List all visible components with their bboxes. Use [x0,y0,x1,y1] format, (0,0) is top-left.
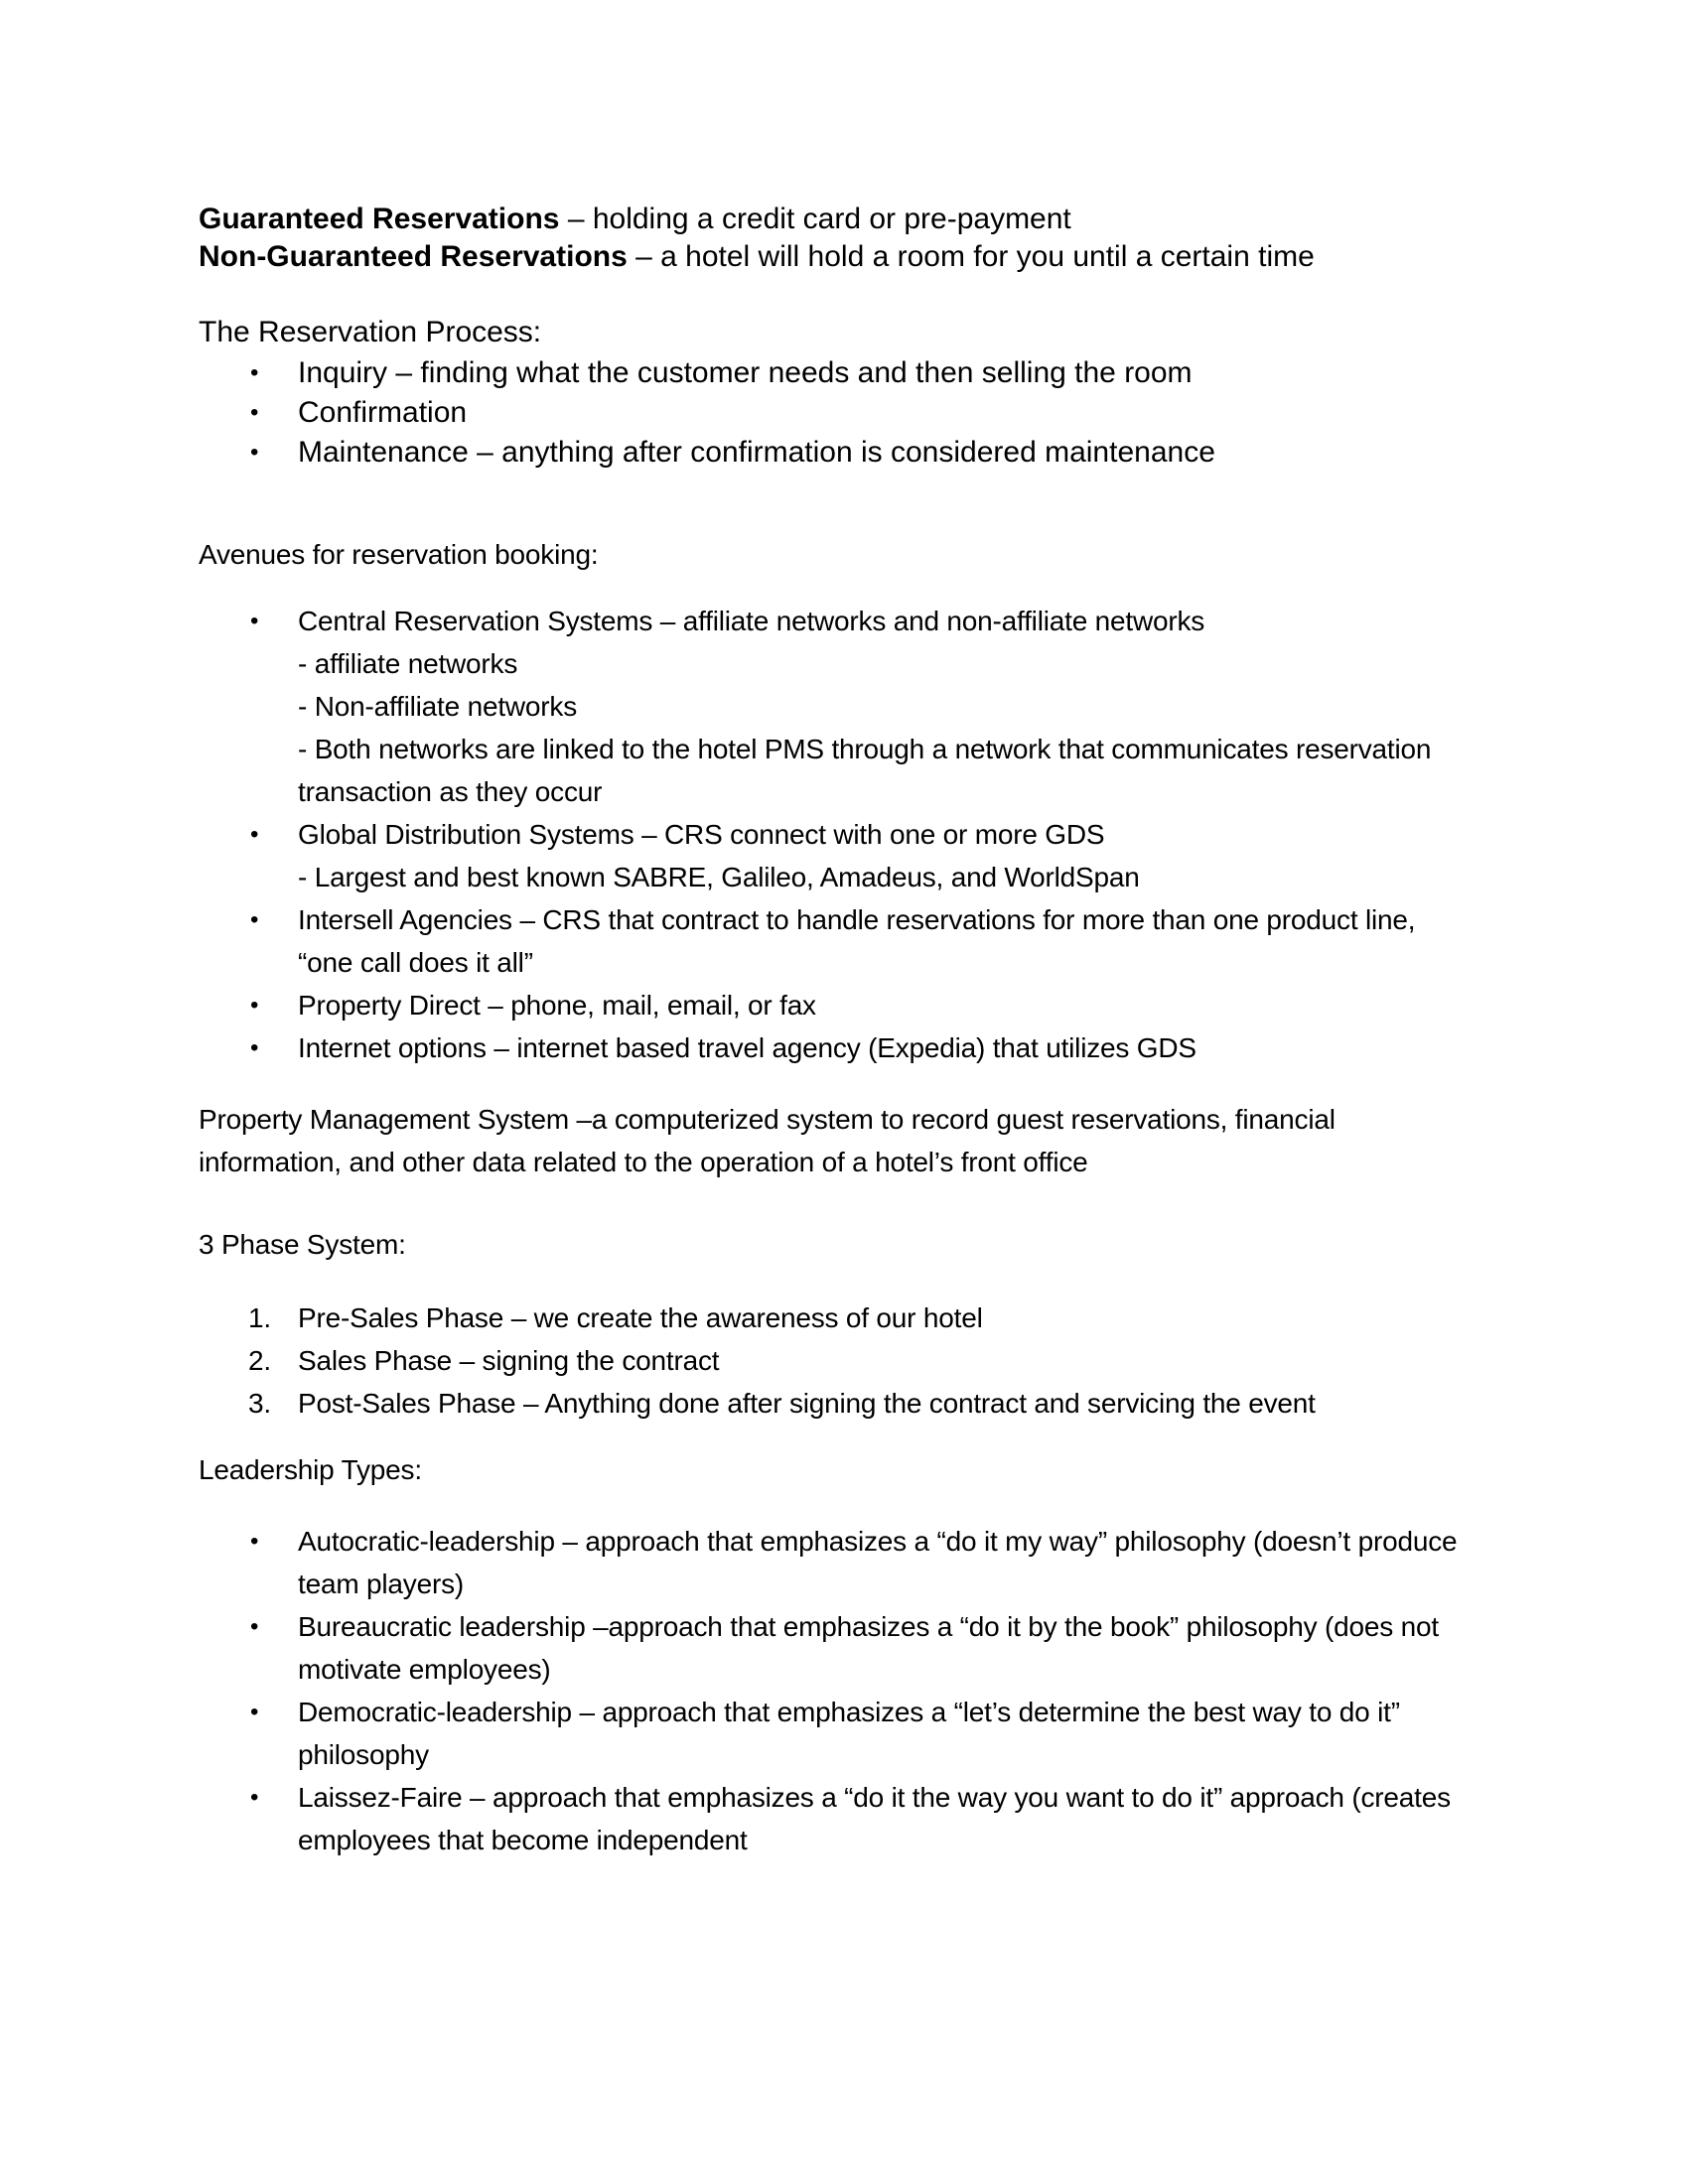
bullet-icon: • [250,992,259,1019]
list-item [199,1691,1549,1733]
term-bold: Guaranteed Reservations [199,203,560,235]
list-item-text: Global Distribution Systems – CRS connect with one or more GDS [298,819,1105,850]
list-item-text: Maintenance – anything after confirmation is considered maintenance [298,436,1215,469]
list-item [199,1776,1549,1819]
list-item [199,353,1549,393]
bullet-icon: • [250,1699,259,1725]
list-item-text: Sales Phase – signing the contract [298,1345,720,1376]
bullet-icon: • [250,359,259,386]
section-heading: Avenues for reservation booking: [199,539,599,570]
bullet-icon: • [250,906,259,933]
section-heading: The Reservation Process: [199,316,542,348]
section-heading: Leadership Types: [199,1454,422,1485]
list-item-continuation [199,941,1549,984]
list-item-text: Laissez-Faire – approach that emphasizes a “do it the way you want to do it” approach (creates [298,1782,1451,1813]
list-item-continuation [199,1819,1549,1861]
list-number: 1. [248,1302,271,1333]
list-item-text: team players) [298,1569,465,1599]
term-definition: – a hotel will hold a room for you until a certain time [627,240,1315,273]
list-item-text: “one call does it all” [298,947,533,978]
list-item-subline [199,685,1549,728]
list-number: 3. [248,1388,271,1419]
list-item-text: Pre-Sales Phase – we create the awareness of our hotel [298,1302,983,1333]
text-line: Property Management System –a computerized system to record guest reservations, financial [199,1104,1336,1135]
list-item [199,813,1549,856]
section-heading: 3 Phase System: [199,1229,406,1260]
list-item-subline [199,642,1549,685]
list-item-text: transaction as they occur [298,776,603,807]
list-item-text: Confirmation [298,396,468,429]
list-item-text: Central Reservation Systems – affiliate networks and non-affiliate networks [298,606,1205,636]
list-item-text: employees that become independent [298,1825,748,1855]
list-item [199,984,1549,1026]
bullet-icon: • [250,439,259,466]
list-number: 2. [248,1345,271,1376]
text-line [199,201,1549,238]
list-item-text: - Largest and best known SABRE, Galileo, Amadeus, and WorldSpan [298,862,1140,892]
list-item [199,1520,1549,1563]
leadership-list [199,1520,1549,1861]
list-item-continuation [199,1648,1549,1691]
list-item-text: motivate employees) [298,1654,551,1685]
list-item-continuation [199,1563,1549,1605]
list-item-text: Democratic-leadership – approach that emphasizes a “let’s determine the best way to do it” [298,1697,1400,1727]
numbered-item [199,1382,1549,1425]
list-item [199,898,1549,941]
list-item-text: Autocratic-leadership – approach that emphasizes a “do it my way” philosophy (doesn’t produce [298,1526,1458,1557]
text-line: information, and other data related to the operation of a hotel’s front office [199,1147,1088,1177]
list-item-text: Intersell Agencies – CRS that contract to handle reservations for more than one product line, [298,904,1416,935]
list-item [199,1605,1549,1648]
list-item-text: Inquiry – finding what the customer needs and then selling the room [298,356,1193,389]
bullet-icon: • [250,1784,259,1811]
list-item-subline [199,856,1549,898]
list-item [199,600,1549,642]
bullet-icon: • [250,1528,259,1555]
bullet-icon: • [250,1613,259,1640]
list-item [199,1026,1549,1069]
list-item-text: - Non-affiliate networks [298,691,578,722]
list-item [199,433,1549,473]
numbered-item [199,1339,1549,1382]
term-bold: Non-Guaranteed Reservations [199,240,628,273]
bullet-icon: • [250,399,259,426]
pms-paragraph [199,1098,1549,1183]
phase-system-list [199,1297,1549,1425]
bullet-icon: • [250,1034,259,1061]
numbered-item [199,1297,1549,1339]
list-item-text: Internet options – internet based travel agency (Expedia) that utilizes GDS [298,1032,1196,1063]
list-item-continuation [199,1733,1549,1776]
list-item-text: philosophy [298,1739,429,1770]
bullet-icon: • [250,608,259,634]
avenues-list [199,600,1549,1069]
list-item [199,393,1549,433]
list-item-text: - affiliate networks [298,648,518,679]
text-line [199,238,1549,276]
bullet-icon: • [250,821,259,848]
list-item-text: Property Direct – phone, mail, email, or fax [298,990,816,1021]
list-item-text: Bureaucratic leadership –approach that emphasizes a “do it by the book” philosophy (does not [298,1611,1439,1642]
list-item-text: - Both networks are linked to the hotel PMS through a network that communicates reservation [298,734,1432,764]
list-item-continuation [199,770,1549,813]
reservation-process-list [199,353,1549,473]
list-item-subline [199,728,1549,770]
intro-section [199,201,1549,276]
term-definition: – holding a credit card or pre-payment [559,203,1071,235]
document-content [199,201,1549,1861]
list-item-text: Post-Sales Phase – Anything done after signing the contract and servicing the event [298,1388,1316,1419]
